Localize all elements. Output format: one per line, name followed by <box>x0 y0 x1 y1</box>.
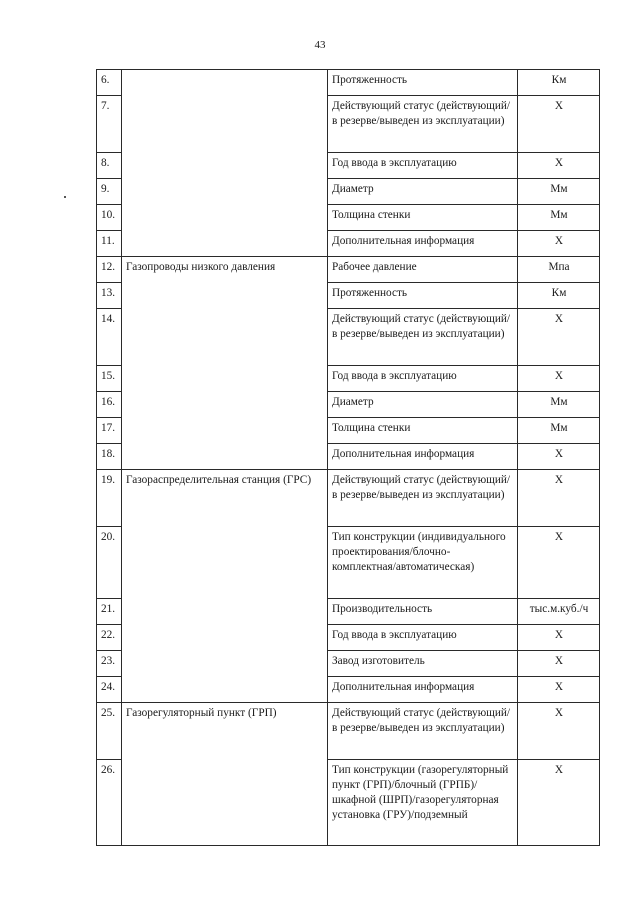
object-name-cell: Газораспределительная станция (ГРС) <box>122 470 328 703</box>
object-name-cell: Газопроводы низкого давления <box>122 257 328 470</box>
unit-cell: Мпа <box>518 257 600 283</box>
row-number: 18. <box>97 444 122 470</box>
unit-cell: Х <box>518 470 600 527</box>
row-number: 16. <box>97 392 122 418</box>
parameter-cell: Протяженность <box>328 283 518 309</box>
row-number: 11. <box>97 231 122 257</box>
unit-cell: Х <box>518 527 600 599</box>
object-name-cell <box>122 70 328 257</box>
row-number: 20. <box>97 527 122 599</box>
parameters-table <box>96 69 600 846</box>
parameter-cell: Тип конструкции (индивидуального проектирования/блочно-комплектная/автоматическая) <box>328 527 518 599</box>
object-name-cell: Газорегуляторный пункт (ГРП) <box>122 703 328 846</box>
unit-cell: тыс.м.куб./ч <box>518 599 600 625</box>
unit-cell: Х <box>518 309 600 366</box>
parameter-cell: Действующий статус (действующий/в резерве/выведен из эксплуатации) <box>328 309 518 366</box>
table-row <box>97 703 600 760</box>
unit-cell: Х <box>518 366 600 392</box>
unit-cell: Км <box>518 70 600 96</box>
parameter-cell: Действующий статус (действующий/в резерве/выведен из эксплуатации) <box>328 470 518 527</box>
unit-cell: Х <box>518 651 600 677</box>
parameter-cell: Дополнительная информация <box>328 444 518 470</box>
unit-cell: Х <box>518 231 600 257</box>
unit-cell: Мм <box>518 392 600 418</box>
parameter-cell: Год ввода в эксплуатацию <box>328 366 518 392</box>
row-number: 13. <box>97 283 122 309</box>
unit-cell: Мм <box>518 179 600 205</box>
row-number: 9. <box>97 179 122 205</box>
parameter-cell: Рабочее давление <box>328 257 518 283</box>
row-number: 25. <box>97 703 122 760</box>
row-number: 17. <box>97 418 122 444</box>
row-number: 12. <box>97 257 122 283</box>
page-number: 43 <box>314 39 326 51</box>
parameter-cell: Тип конструкции (газорегуляторный пункт (ГРП)/блочный (ГРПБ)/шкафной (ШРП)/газорегуляторная установка (ГРУ)/подземный <box>328 760 518 846</box>
row-number: 6. <box>97 70 122 96</box>
parameter-cell: Завод изготовитель <box>328 651 518 677</box>
row-number: 14. <box>97 309 122 366</box>
unit-cell: Мм <box>518 205 600 231</box>
unit-cell: Х <box>518 444 600 470</box>
table-row <box>97 70 600 96</box>
parameter-cell: Год ввода в эксплуатацию <box>328 153 518 179</box>
row-number: 19. <box>97 470 122 527</box>
row-number: 10. <box>97 205 122 231</box>
row-number: 15. <box>97 366 122 392</box>
unit-cell: Х <box>518 677 600 703</box>
parameter-cell: Производительность <box>328 599 518 625</box>
unit-cell: Х <box>518 96 600 153</box>
parameter-cell: Диаметр <box>328 392 518 418</box>
table-row <box>97 257 600 283</box>
parameter-cell: Действующий статус (действующий/в резерве/выведен из эксплуатации) <box>328 703 518 760</box>
parameter-cell: Действующий статус (действующий/в резерве/выведен из эксплуатации) <box>328 96 518 153</box>
row-number: 8. <box>97 153 122 179</box>
unit-cell: Х <box>518 760 600 846</box>
row-number: 26. <box>97 760 122 846</box>
unit-cell: Км <box>518 283 600 309</box>
table-row <box>97 470 600 527</box>
row-number: 21. <box>97 599 122 625</box>
parameter-cell: Диаметр <box>328 179 518 205</box>
row-number: 24. <box>97 677 122 703</box>
parameter-cell: Год ввода в эксплуатацию <box>328 625 518 651</box>
unit-cell: Х <box>518 625 600 651</box>
unit-cell: Мм <box>518 418 600 444</box>
scan-speck <box>64 196 66 198</box>
parameter-cell: Дополнительная информация <box>328 677 518 703</box>
unit-cell: Х <box>518 153 600 179</box>
unit-cell: Х <box>518 703 600 760</box>
row-number: 22. <box>97 625 122 651</box>
parameter-cell: Дополнительная информация <box>328 231 518 257</box>
row-number: 7. <box>97 96 122 153</box>
parameter-cell: Толщина стенки <box>328 418 518 444</box>
parameter-cell: Толщина стенки <box>328 205 518 231</box>
parameter-cell: Протяженность <box>328 70 518 96</box>
row-number: 23. <box>97 651 122 677</box>
